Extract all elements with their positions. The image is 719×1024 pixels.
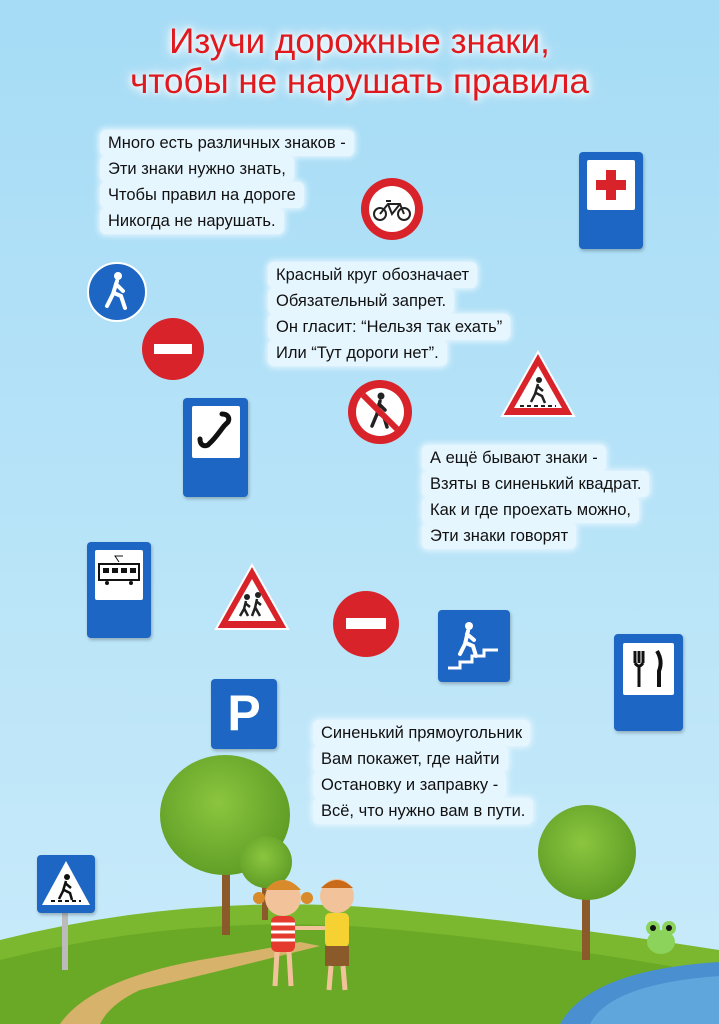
parking-sign <box>211 679 277 749</box>
telephone-icon <box>192 406 240 458</box>
fork-knife-icon <box>623 643 674 695</box>
verse-line: Или “Тут дороги нет”. <box>268 340 447 366</box>
verse-line: А ещё бывают знаки - <box>422 445 606 471</box>
pedestrian-underpass-sign <box>438 610 510 682</box>
verse-line: Много есть различных знаков - <box>100 130 354 156</box>
parking-letter: P <box>227 685 261 741</box>
pedestrian-crossing-sign <box>37 855 95 913</box>
verse-line: Эти знаки говорят <box>422 523 576 549</box>
no-entry-sign <box>330 589 402 659</box>
verse-line: Остановку и заправку - <box>313 772 506 798</box>
telephone-sign <box>183 398 248 497</box>
pedestrian-path-sign <box>87 262 147 322</box>
no-bicycles-sign <box>358 176 426 242</box>
pedestrian-crossing-warning-sign <box>498 348 578 420</box>
verse-3 <box>422 445 649 549</box>
verse-line: Всё, что нужно вам в пути. <box>313 798 533 824</box>
verse-line: Красный круг обозначает <box>268 262 477 288</box>
food-point-sign <box>614 634 683 731</box>
title-line-1: Изучи дорожные знаки, <box>169 22 550 61</box>
verse-line: Как и где проехать можно, <box>422 497 639 523</box>
red-cross-icon <box>587 160 635 210</box>
poster-title <box>0 22 719 102</box>
tram-icon <box>95 550 143 600</box>
tram-stop-sign <box>87 542 151 638</box>
pedestrian-crossing-icon <box>37 855 95 913</box>
verse-line: Вам покажет, где найти <box>313 746 508 772</box>
verse-4 <box>313 720 533 824</box>
verse-line: Синенький прямоугольник <box>313 720 530 746</box>
verse-2 <box>268 262 510 366</box>
children-illustration <box>245 868 375 1018</box>
pedestrian-underpass-icon <box>438 610 510 682</box>
verse-1 <box>100 130 354 234</box>
title-line-2: чтобы не нарушать правила <box>130 62 589 101</box>
no-entry-sign <box>140 316 206 382</box>
no-pedestrians-sign <box>345 377 415 447</box>
tree-crown <box>538 805 636 900</box>
children-crossing-warning-sign <box>212 561 292 633</box>
hospital-sign <box>579 152 643 249</box>
verse-line: Взяты в синенький квадрат. <box>422 471 649 497</box>
sign-post <box>62 910 68 970</box>
verse-line: Эти знаки нужно знать, <box>100 156 294 182</box>
verse-line: Чтобы правил на дороге <box>100 182 304 208</box>
verse-line: Обязательный запрет. <box>268 288 454 314</box>
tree-trunk <box>222 865 230 935</box>
verse-line: Он гласит: “Нельзя так ехать” <box>268 314 510 340</box>
verse-line: Никогда не нарушать. <box>100 208 284 234</box>
frog-illustration <box>640 914 682 958</box>
